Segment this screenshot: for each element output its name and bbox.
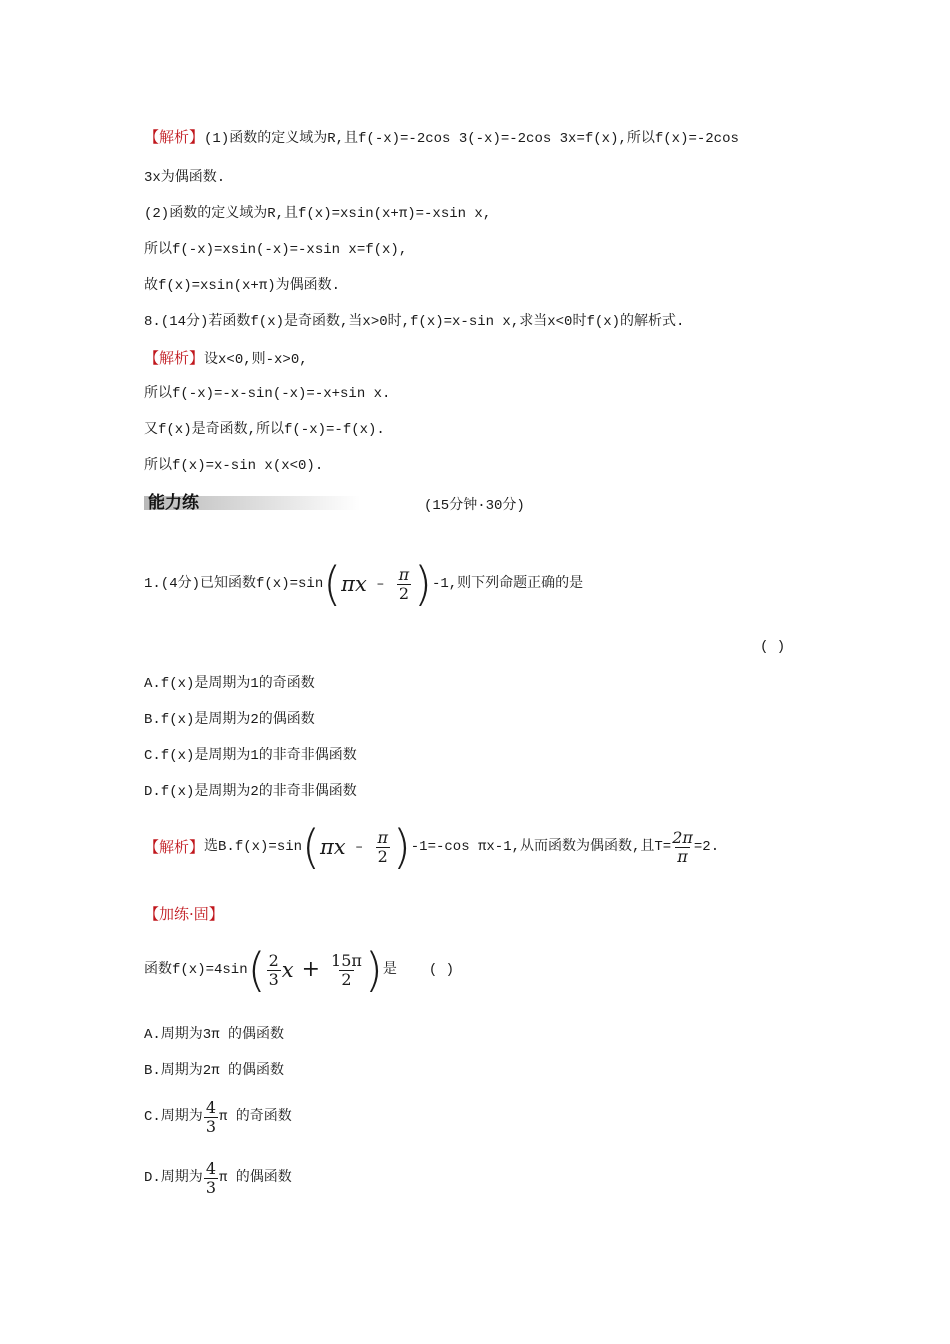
q1-option-b: B.f(x)是周期为2的偶函数 [144,712,315,728]
fraction-denominator: 3 [268,969,279,989]
extra-option-a: A.周期为3π 的偶函数 [144,1027,285,1043]
q1-option-a: A.f(x)是周期为1的奇函数 [144,676,315,692]
analysis-line-2: 3x为偶函数. [144,170,226,186]
fraction-numerator: 4 [205,1158,216,1178]
option-suffix: π 的奇函数 [219,1109,292,1125]
left-paren: ( [302,820,320,874]
fraction-denominator: 3 [205,1177,216,1197]
q1-prefix: 1.(4分)已知函数f(x)=sin [144,576,324,592]
extra-fraction-1 [267,952,281,989]
section-title: 能力练 [148,493,199,513]
extra-prefix: 函数f(x)=4sin [144,962,248,978]
question-1 [144,553,583,615]
analysis-line-3: (2)函数的定义域为R,且f(x)=xsin(x+π)=-xsin x, [144,206,492,222]
analysis-label: 【解析】 [144,128,205,146]
q1-suffix: -1,则下列命题正确的是 [431,576,584,592]
fraction-numerator: 2π [672,827,693,847]
fraction-numerator: 15π [331,950,362,970]
option-fraction [204,1160,218,1197]
q1-ans-mid: -1=-cos πx-1,从而函数为偶函数,且T= [410,839,672,855]
q1-option-d: D.f(x)是周期为2的非奇非偶函数 [144,784,357,800]
right-paren: ) [414,557,432,611]
extra-option-c [144,1094,292,1140]
right-paren: ) [364,943,383,997]
extra-fraction-2 [331,952,362,989]
left-paren: ( [323,557,342,611]
left-paren: ( [247,943,266,997]
option-fraction [204,1099,218,1136]
extra-option-d [144,1155,292,1201]
extra-question [144,940,454,1000]
option-prefix: C.周期为 [144,1109,203,1125]
q1-ans-prefix: 选B.f(x)=sin [204,839,303,855]
fraction-numerator: 4 [205,1097,216,1117]
fraction-numerator: π [377,827,388,847]
section-header [144,488,364,512]
analysis-line-4: 所以f(-x)=xsin(-x)=-xsin x=f(x), [144,242,408,258]
analysis-label: 【解析】 [144,838,205,856]
section-time: (15分钟·30分) [424,498,525,514]
q8-analysis-line-4: 所以f(x)=x-sin x(x<0). [144,458,324,474]
fraction-denominator: 2 [398,583,410,603]
fraction-numerator: 2 [268,950,279,970]
q1-option-c: C.f(x)是周期为1的非奇非偶函数 [144,748,357,764]
q1-answer-blank: ( ) [760,639,786,655]
fraction-denominator: 2 [377,846,388,866]
option-prefix: D.周期为 [144,1170,203,1186]
fraction-denominator: 2 [341,969,352,989]
q1-analysis [144,815,719,879]
q1-ans-fraction [376,829,390,866]
q1-ans-minus: – [355,839,363,855]
q1-fraction [397,566,411,603]
period-fraction [672,829,693,866]
option-suffix: π 的偶函数 [219,1170,292,1186]
q1-ans-inner: πx [319,835,346,859]
q8-analysis-line-3: 又f(x)是奇函数,所以f(-x)=-f(x). [144,422,385,438]
analysis-text: 设x<0,则-x>0, [204,352,308,368]
q1-minus: – [376,576,384,592]
fraction-numerator: π [398,564,410,584]
analysis-line-5: 故f(x)=xsin(x+π)为偶函数. [144,278,341,294]
analysis-line-1 [144,127,739,149]
extra-suffix: 是 [382,962,397,978]
extra-x: x [281,958,294,982]
extra-practice-label: 【加练·固】 [144,905,224,923]
q8-analysis-line-2: 所以f(-x)=-x-sin(-x)=-x+sin x. [144,386,391,402]
extra-option-b: B.周期为2π 的偶函数 [144,1063,285,1079]
analysis-label: 【解析】 [144,349,205,367]
right-paren: ) [392,820,411,874]
extra-answer-blank: ( ) [428,962,455,978]
q1-ans-end: =2. [693,839,720,855]
q8-analysis-line-1 [144,348,308,370]
analysis-text: (1)函数的定义域为R,且f(-x)=-2cos 3(-x)=-2cos 3x=f(x),所以f(x)=-2cos [204,131,739,147]
fraction-denominator: π [677,846,688,866]
question-8: 8.(14分)若函数f(x)是奇函数,当x>0时,f(x)=x-sin x,求当x<0时f(x)的解析式. [144,314,685,330]
fraction-denominator: 3 [205,1116,216,1136]
extra-plus: + [301,957,321,982]
q1-inner: πx [341,572,367,596]
